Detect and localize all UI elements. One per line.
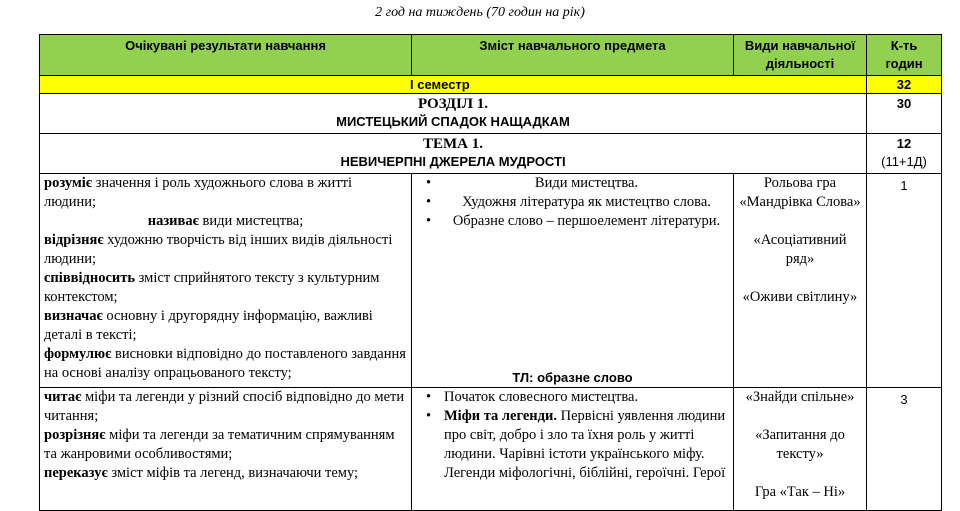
result-item: читає міфи та легенди у різний спосіб відповідно до мети читання; <box>44 389 405 424</box>
results-cell <box>40 388 412 511</box>
theory-term: ТЛ: образне слово <box>512 370 633 385</box>
theme-hours-cell <box>867 134 942 174</box>
content-list <box>416 388 729 483</box>
header-hours: К-ть годин <box>867 35 942 76</box>
theme-row <box>40 134 942 174</box>
results-cell <box>40 174 412 388</box>
result-item: називає види мистецтва; <box>147 213 304 229</box>
header-activities: Види навчальної діяльності <box>734 35 867 76</box>
theme-subtitle: НЕВИЧЕРПНІ ДЖЕРЕЛА МУДРОСТІ <box>340 154 566 169</box>
content-item: • Образне слово – першоелемент літератури. <box>444 212 729 231</box>
page-caption: 2 год на тиждень (70 годин на рік) <box>375 5 585 20</box>
semester-hours: 32 <box>867 76 942 94</box>
section-hours: 30 <box>867 94 942 134</box>
result-item: розрізняє міфи та легенди за тематичним спрямуванням та жанровими особливостями; <box>44 427 395 462</box>
semester-title: І семестр <box>40 76 867 94</box>
section-title: РОЗДІЛ 1. <box>417 96 489 112</box>
semester-row <box>40 76 942 94</box>
activity-item: «Знайди спільне» <box>745 389 855 405</box>
header-results: Очікувані результати навчання <box>40 35 412 76</box>
content-cell <box>412 174 734 388</box>
activity-item: «Оживи світлину» <box>742 289 858 305</box>
header-row <box>40 35 942 76</box>
activity-item: Рольова гра «Мандрівка Слова» <box>739 175 861 210</box>
theme-hours: 12 <box>896 136 912 151</box>
result-item: розуміє значення і роль художнього слова в житті людини; <box>44 175 353 210</box>
result-item: визначає основну і другорядну інформацію, важливі деталі в тексті; <box>44 308 373 343</box>
section-title-cell <box>40 94 867 134</box>
curriculum-table <box>39 34 942 511</box>
result-item: співвідносить зміст сприйнятого тексту з культурним контекстом; <box>44 270 380 305</box>
section-row <box>40 94 942 134</box>
content-item: • Види мистецтва. <box>444 174 729 193</box>
activities-cell <box>734 174 867 388</box>
lesson-hours: 1 <box>867 174 942 388</box>
activity-item: «Запитання до тексту» <box>755 427 845 462</box>
activities-cell <box>734 388 867 511</box>
header-content: Зміст навчального предмета <box>412 35 734 76</box>
content-list <box>416 174 729 231</box>
lesson-row <box>40 388 942 511</box>
theme-title: ТЕМА 1. <box>423 136 483 152</box>
content-item: • Міфи та легенди. Первісні уявлення людини про світ, добро і зло та їхня роль у житті людини. Чарівні істоти українського міфу. Легенди міфологічні, біблійні, героїчні. Герої <box>444 407 729 483</box>
lesson-hours: 3 <box>867 388 942 511</box>
result-item: переказує зміст міфів та легенд, визначаючи тему; <box>44 465 359 481</box>
result-item: формулює висновки відповідно до поставленого завдання на основі аналізу опрацьованого тексту; <box>44 346 406 381</box>
activity-item: Гра «Так – Ні» <box>754 484 846 500</box>
activity-item: «Асоціативний ряд» <box>753 232 847 267</box>
content-cell <box>412 388 734 511</box>
section-subtitle: МИСТЕЦЬКИЙ СПАДОК НАЩАДКАМ <box>336 114 570 129</box>
content-item: • Художня література як мистецтво слова. <box>444 193 729 212</box>
theme-title-cell <box>40 134 867 174</box>
result-item: відрізняє художню творчість від інших видів діяльності людини; <box>44 232 393 267</box>
theme-hours-detail: (11+1Д) <box>881 154 927 169</box>
lesson-row <box>40 174 942 388</box>
content-item: • Початок словесного мистецтва. <box>444 388 729 407</box>
